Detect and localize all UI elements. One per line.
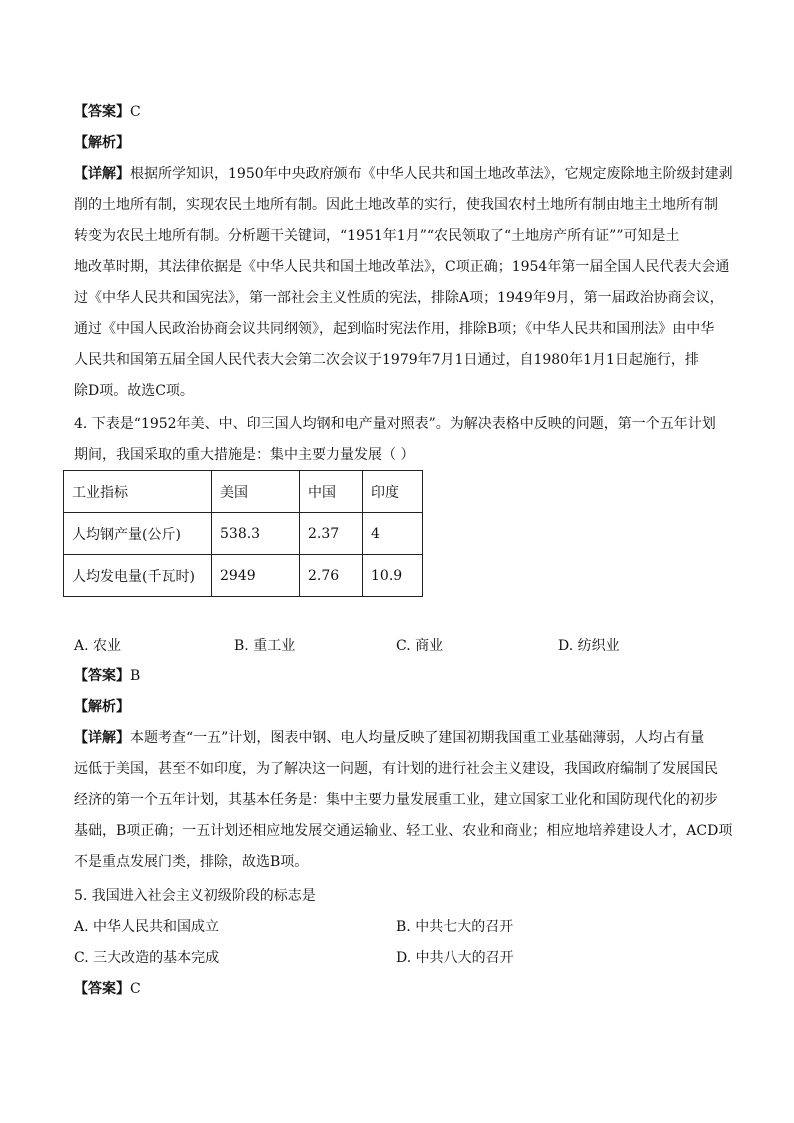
q5-option-d: D. 中共八大的召开 <box>396 950 514 966</box>
table-cell: 10.9 <box>363 555 423 597</box>
q4-option-a: A. 农业 <box>74 638 122 654</box>
table-header-row <box>64 471 423 513</box>
answer-label: 【答案】 <box>74 104 130 120</box>
q4-stem-line-1: 4. 下表是“1952年美、中、印三国人均钢和电产量对照表”。为解决表格中反映的问题，第一个五年计划 <box>74 416 716 432</box>
table-cell: 538.3 <box>212 513 300 555</box>
q4-answer <box>74 666 140 686</box>
q5-option-a: A. 中华人民共和国成立 <box>74 919 220 935</box>
table-header-cell: 美国 <box>212 471 300 513</box>
q3-detail-line-1 <box>74 164 733 184</box>
table-cell: 2949 <box>212 555 300 597</box>
q3-detail-line-6: 通过《中国人民政治协商会议共同纲领》，起到临时宪法作用，排除B项；《中华人民共和国刑法》由中华 <box>74 321 715 337</box>
q3-detail-line-5: 过《中华人民共和国宪法》，第一部社会主义性质的宪法，排除A项；1949年9月，第一届政治协商会议， <box>74 290 724 306</box>
q4-detail-line-3: 经济的第一个五年计划，其基本任务是：集中主要力量发展重工业，建立国家工业化和国防现代化的初步 <box>74 792 718 808</box>
answer-value: C <box>130 981 141 997</box>
table-header-cell: 印度 <box>363 471 423 513</box>
q3-detail-line-4: 地改革时期，其法律依据是《中华人民共和国土地改革法》，C项正确；1954年第一届全国人民代表大会通 <box>74 259 730 275</box>
q4-stem-line-2: 期间，我国采取的重大措施是：集中主要力量发展（ ） <box>74 447 415 463</box>
q3-detail-line-8: 除D项。故选C项。 <box>74 383 194 399</box>
q3-detail-line-3: 转变为农民土地所有制。分析题干关键词，“1951年1月”“农民领取了“土地房产所有证””可知是土 <box>74 228 680 244</box>
q3-analysis-label: 【解析】 <box>74 135 130 151</box>
answer-value: C <box>130 104 141 120</box>
paragraph-text: 本题考查“一五”计划，图表中钢、电人均量反映了建国初期我国重工业基础薄弱，人均占有量 <box>130 730 705 746</box>
comparison-table <box>63 470 423 597</box>
table-header-cell: 中国 <box>300 471 363 513</box>
q3-detail-line-2: 削的土地所有制，实现农民土地所有制。因此土地改革的实行，使我国农村土地所有制由地主土地所有制 <box>74 197 718 213</box>
table-row <box>64 555 423 597</box>
q5-option-b: B. 中共七大的召开 <box>396 919 514 935</box>
answer-value: B <box>130 668 141 684</box>
q5-stem: 5. 我国进入社会主义初级阶段的标志是 <box>74 888 316 904</box>
detail-label: 【详解】 <box>74 166 130 182</box>
q4-detail-line-1 <box>74 728 704 748</box>
table-cell: 2.76 <box>300 555 363 597</box>
q4-analysis-label: 【解析】 <box>74 699 130 715</box>
detail-label: 【详解】 <box>74 730 130 746</box>
paragraph-text: 根据所学知识，1950年中央政府颁布《中华人民共和国土地改革法》，它规定废除地主阶级封建剥 <box>130 166 733 182</box>
q3-detail-line-7: 人民共和国第五届全国人民代表大会第二次会议于1979年7月1日通过，自1980年1月1日起施行，排 <box>74 352 699 368</box>
q3-answer <box>74 102 141 122</box>
answer-label: 【答案】 <box>74 981 130 997</box>
q4-option-d: D. 纺织业 <box>558 638 620 654</box>
q5-answer <box>74 979 141 999</box>
q4-option-b: B. 重工业 <box>234 638 296 654</box>
q4-detail-line-4: 基础，B项正确；一五计划还相应地发展交通运输业、轻工业、农业和商业；相应地培养建设人才，ACD项 <box>74 823 733 839</box>
q5-option-c: C. 三大改造的基本完成 <box>74 950 220 966</box>
table-cell: 2.37 <box>300 513 363 555</box>
table-cell: 4 <box>363 513 423 555</box>
table-header-cell: 工业指标 <box>64 471 212 513</box>
table-row <box>64 513 423 555</box>
table-cell: 人均钢产量(公斤) <box>64 513 212 555</box>
q4-detail-line-5: 不是重点发展门类，排除，故选B项。 <box>74 854 309 870</box>
q4-option-c: C. 商业 <box>396 638 444 654</box>
table-cell: 人均发电量(千瓦时) <box>64 555 212 597</box>
q4-detail-line-2: 远低于美国，甚至不如印度，为了解决这一问题，有计划的进行社会主义建设，我国政府编制了发展国民 <box>74 761 718 777</box>
answer-label: 【答案】 <box>74 668 130 684</box>
